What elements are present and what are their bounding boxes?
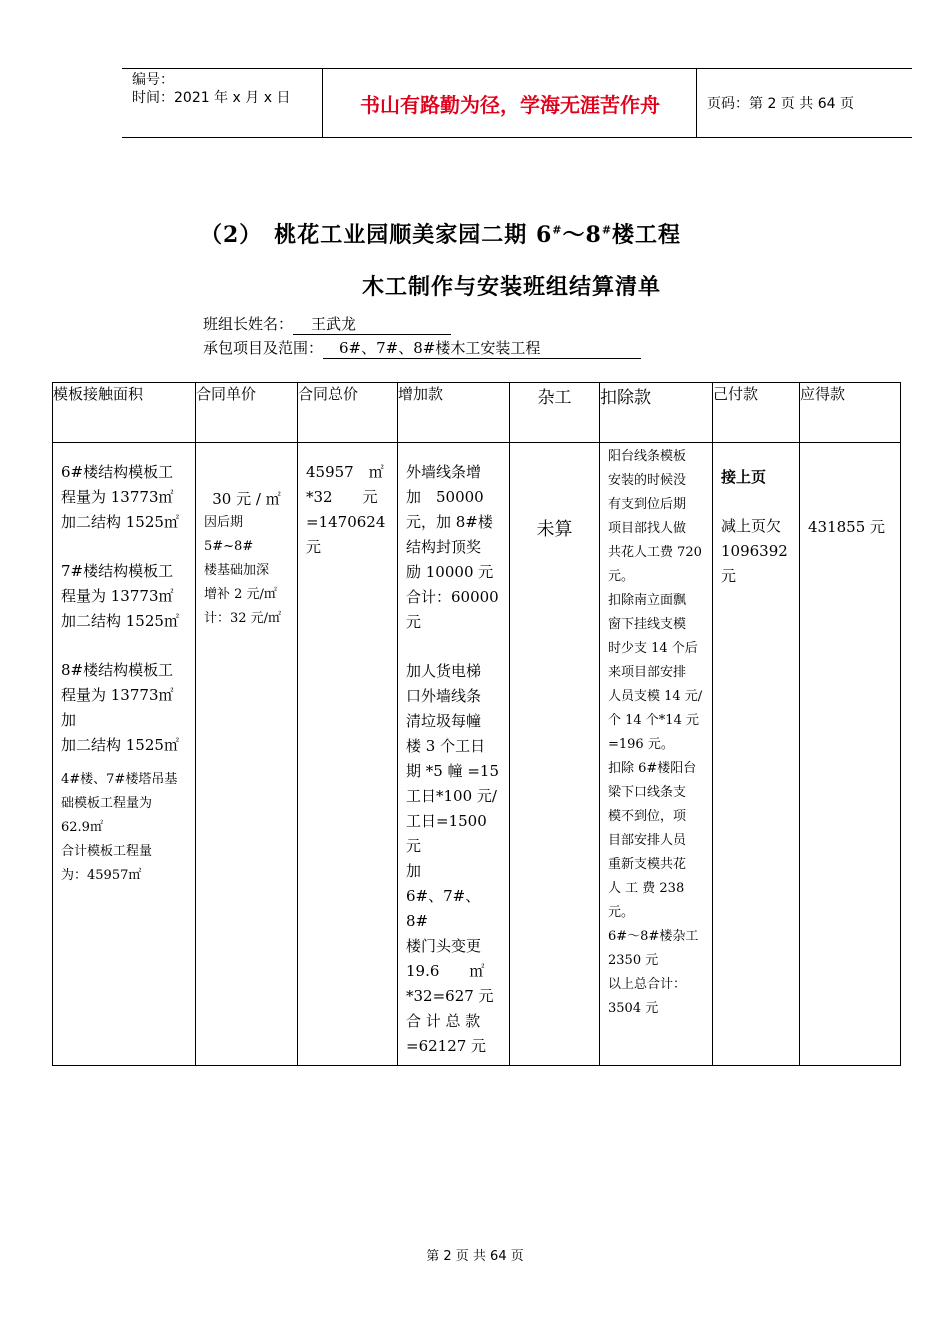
cell-line: *32=627 元 bbox=[406, 987, 494, 1005]
cell-line: 结构封顶奖 bbox=[406, 538, 482, 556]
cell-line: 项目部找人做 bbox=[608, 521, 687, 536]
due-value: 431855 元 bbox=[808, 518, 886, 536]
cell-line: 模不到位，项 bbox=[608, 809, 687, 824]
cell-line: 2350 元 bbox=[608, 953, 659, 968]
area-block: 8#楼结构模板工 程量为 13773㎡加 加二结构 1525㎡ bbox=[61, 661, 179, 754]
table-data-row bbox=[53, 443, 901, 1066]
cell-line: 励 10000 元 bbox=[406, 563, 494, 581]
header-motto: 书山有路勤为径，学海无涯苦作舟 bbox=[360, 92, 660, 117]
cell-line: 加人货电梯 bbox=[406, 662, 482, 680]
cell-line: 扣除 6#楼阳台 bbox=[608, 761, 697, 776]
cell-line: 人员支模 14 元/ bbox=[608, 689, 703, 704]
area-total-note: 4#楼、7#楼塔吊基 础模板工程量为 62.9㎡ 合计模板工程量 为：45957㎡ bbox=[61, 772, 178, 883]
area-block: 6#楼结构模板工 程量为 13773㎡ 加二结构 1525㎡ bbox=[61, 463, 179, 531]
cell-line: 工日*100 元/ bbox=[406, 787, 497, 805]
team-leader-line bbox=[203, 313, 451, 335]
cell-line: 元，加 8#楼 bbox=[406, 513, 493, 531]
misc-value: 未算 bbox=[536, 519, 573, 540]
column-header: 己付款 bbox=[713, 383, 800, 443]
cell-line: 加 50000 bbox=[406, 488, 484, 506]
cell-line: =62127 元 bbox=[406, 1037, 487, 1055]
table-header-row bbox=[53, 383, 901, 443]
cell-line: 窗下挂线支模 bbox=[608, 617, 687, 632]
cell-line: 楼门头变更 bbox=[406, 937, 482, 955]
cell-line: 来项目部安排 bbox=[608, 665, 687, 680]
cell-line: 梁下口线条支 bbox=[608, 785, 687, 800]
cell-line: 19.6 ㎡ bbox=[406, 962, 485, 980]
header-page-code: 页码：第 2 页 共 64 页 bbox=[707, 96, 854, 112]
cell-line: 目部安排人员 bbox=[608, 833, 687, 848]
cell-line: 楼 3 个工日 bbox=[406, 737, 486, 755]
settlement-table bbox=[52, 382, 901, 1066]
header-divider bbox=[322, 69, 323, 137]
scope-value: 6#、7#、8#楼木工安装工程 bbox=[323, 337, 641, 359]
cell-line: 6#～8#楼杂工 bbox=[608, 929, 699, 944]
misc-cell bbox=[510, 443, 600, 1066]
paid-title: 接上页 bbox=[721, 468, 767, 486]
column-header: 模板接触面积 bbox=[53, 383, 196, 443]
cell-line: 个 14 个*14 元 bbox=[608, 713, 699, 728]
paid-cell: 接上页 减上页欠 1096392 元 bbox=[713, 443, 800, 1066]
area-block: 7#楼结构模板工 程量为 13773㎡ 加二结构 1525㎡ bbox=[61, 562, 179, 630]
header-info bbox=[122, 69, 322, 137]
cell-line: 清垃圾每幢 bbox=[406, 712, 482, 730]
page-footer: 第 2 页 共 64 页 bbox=[426, 1249, 524, 1264]
column-header: 增加款 bbox=[398, 383, 510, 443]
cell-line: 以上总合计： bbox=[608, 977, 687, 992]
column-header: 杂工 bbox=[510, 383, 600, 443]
total-price-cell: 45957 ㎡ *32 元 =1470624 元 bbox=[298, 443, 398, 1066]
scope-label: 承包项目及范围： bbox=[203, 339, 324, 357]
scope-line bbox=[203, 337, 641, 359]
cell-line: 合计：60000 bbox=[406, 588, 499, 606]
team-leader-label: 班组长姓名： bbox=[203, 315, 294, 333]
page-header bbox=[122, 68, 912, 138]
doc-title-line1: （2） 桃花工业园顺美家园二期 6#～8#楼工程 bbox=[200, 222, 682, 248]
cell-line: 工日=1500 元 bbox=[406, 812, 487, 855]
deductions-cell bbox=[600, 443, 713, 1066]
cell-line: 时少支 14 个后 bbox=[608, 641, 698, 656]
cell-line: 有支到位后期 bbox=[608, 497, 687, 512]
column-header: 应得款 bbox=[800, 383, 901, 443]
cell-line: =196 元。 bbox=[608, 737, 674, 752]
column-header: 合同单价 bbox=[196, 383, 298, 443]
cell-line: 人 工 费 238 bbox=[608, 881, 685, 896]
cell-line: 外墙线条增 bbox=[406, 463, 482, 481]
cell-line: 元 bbox=[406, 613, 422, 631]
column-header: 合同总价 bbox=[298, 383, 398, 443]
header-number: 编号： bbox=[132, 72, 174, 88]
cell-line bbox=[406, 635, 501, 659]
additions-cell bbox=[398, 443, 510, 1066]
cell-line: 共花人工费 720 bbox=[608, 545, 702, 560]
header-time: 时间：2021 年 x 月 x 日 bbox=[132, 90, 291, 106]
cell-line: 安装的时候没 bbox=[608, 473, 687, 488]
header-divider bbox=[696, 69, 697, 137]
cell-line: 合 计 总 款 bbox=[406, 1012, 481, 1030]
column-header: 扣除款 bbox=[600, 383, 713, 443]
cell-line: 口外墙线条 bbox=[406, 687, 482, 705]
cell-line: 加 bbox=[406, 862, 422, 880]
team-leader-value: 王武龙 bbox=[293, 313, 451, 335]
cell-line: 阳台线条模板 bbox=[608, 449, 687, 464]
cell-line: 元。 bbox=[608, 905, 635, 920]
area-cell bbox=[53, 443, 196, 1066]
cell-line: 元。 bbox=[608, 569, 635, 584]
cell-line: 6#、7#、8# bbox=[406, 887, 481, 930]
unit-price-cell: 30 元 / ㎡ 因后期 5#~8# 楼基础加深 增补 2 元/㎡ 计：32 元/㎡ bbox=[196, 443, 298, 1066]
cell-line: 重新支模共花 bbox=[608, 857, 687, 872]
cell-line: 3504 元 bbox=[608, 1001, 659, 1016]
doc-title-line2: 木工制作与安装班组结算清单 bbox=[362, 274, 662, 300]
cell-line: 扣除南立面飘 bbox=[608, 593, 687, 608]
due-cell bbox=[800, 443, 901, 1066]
cell-line: 期 *5 幢 =15 bbox=[406, 762, 500, 780]
